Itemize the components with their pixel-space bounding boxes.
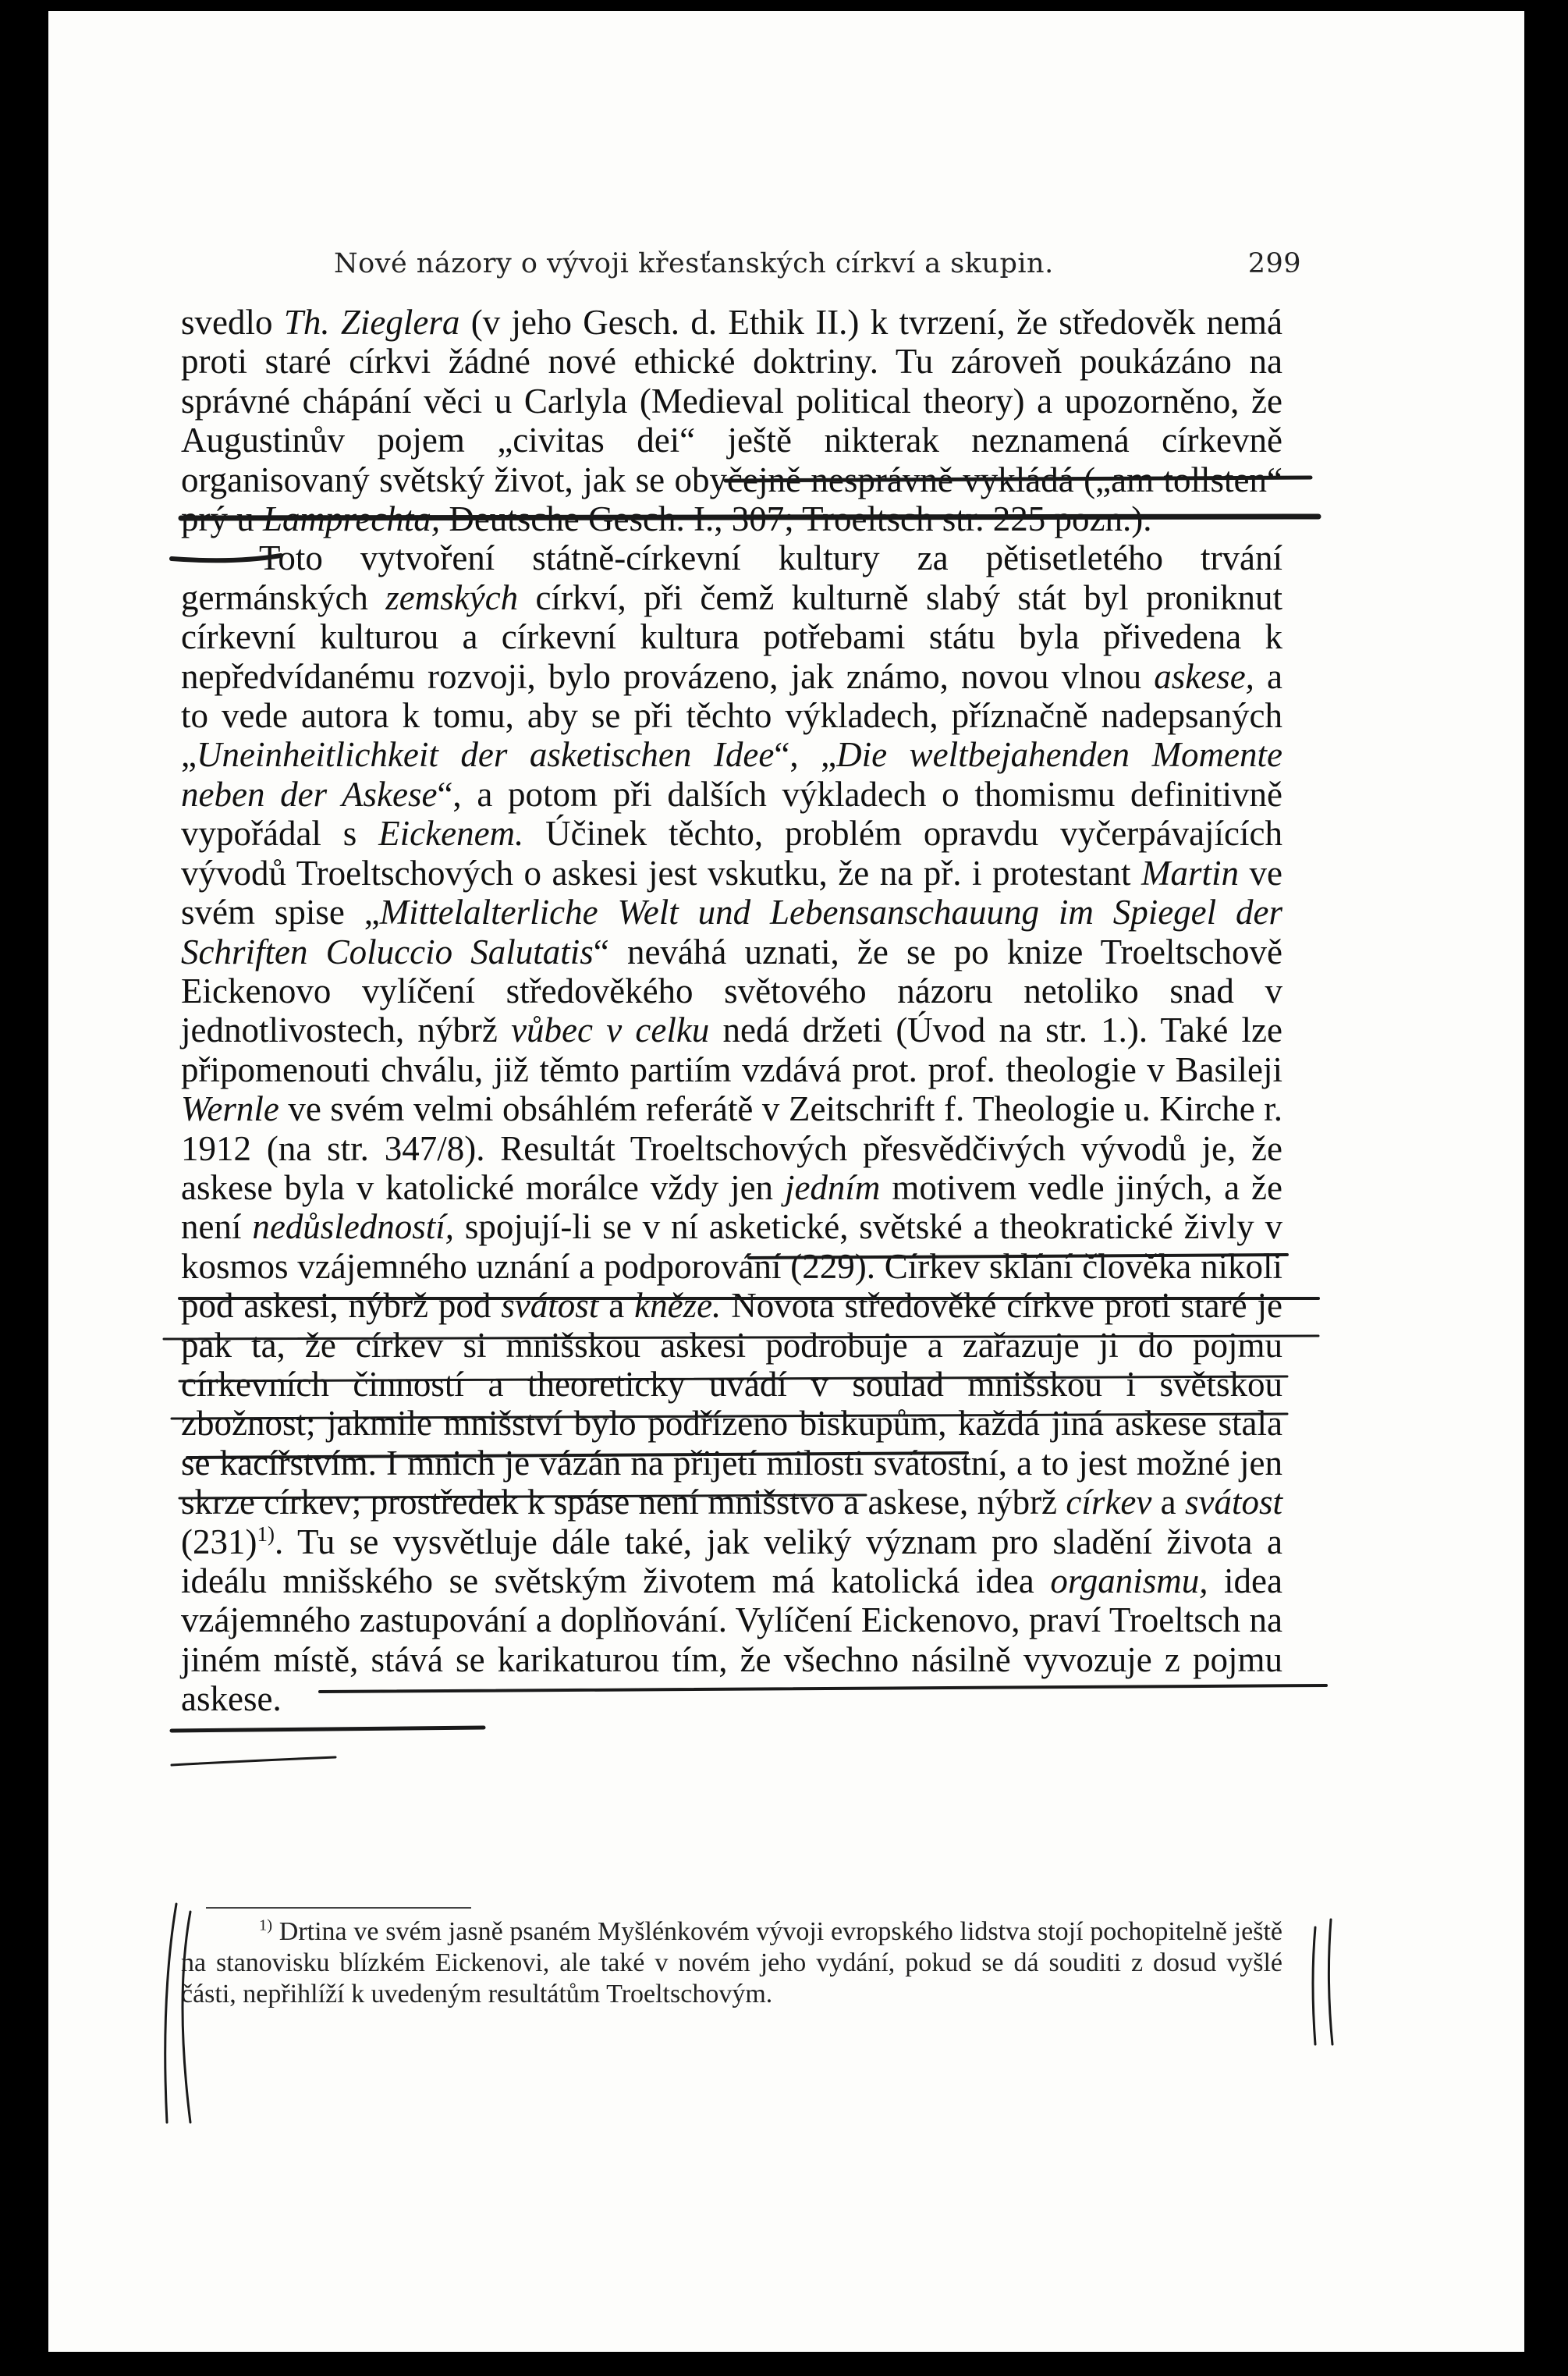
page-number: 299	[1247, 248, 1301, 279]
text-run: “, a potom při dalších výkladech o thomismu definitivně vypořádal s	[181, 774, 1282, 854]
text-run: Deutsche Gesch. I., 307; Troeltsch str. 225 pozn.).	[440, 499, 1152, 539]
text-run: . Tu se vysvětluje dále také, jak veliký význam pro sladění života a ideálu mnišského se světským životem má katolická idea	[181, 1522, 1282, 1600]
text-run: Toto vytvoření státně-církevní kultury za pětisetletého trvání germánských	[181, 538, 1282, 617]
text-run: spojují-li se v ní asketické, světské a theokratické živly v kosmos vzájemného uznání a podporování (229). Církev sklání člověka nikoli pod askesi, nýbrž pod	[181, 1207, 1282, 1326]
italic-run: Wernle	[181, 1089, 279, 1129]
italic-run: svátost	[1184, 1483, 1282, 1522]
text-run: Účinek těchto, problém opravdu vyčerpávajících vývodů Troeltschových o askesi jest vskutku, že na př. i protestant	[181, 814, 1282, 893]
text-run: motivem vedle jiných, a že není	[181, 1167, 1282, 1247]
italic-run: Th. Zieglera	[283, 303, 460, 342]
italic-run: organismu,	[1050, 1561, 1208, 1600]
italic-run: zemských	[385, 577, 519, 617]
italic-run: Uneinheitlichkeit der asketischen Idee	[196, 735, 775, 775]
italic-run: askese,	[1154, 656, 1254, 696]
text-run: ve svém velmi obsáhlém referátě v Zeitschrift f. Theologie u. Kirche r. 1912 (na str. 347/8). Resultát Troeltschových přesvědčivých vývodů je, že askese byla v katolické morálce vždy jen	[181, 1089, 1282, 1207]
italic-run: Eickenem.	[378, 814, 524, 854]
italic-run: Lamprechta,	[263, 499, 441, 539]
italic-run: církev	[1066, 1483, 1152, 1522]
text-run: ve svém spise „	[181, 853, 1282, 932]
running-title: Nové názory o vývoji křesťanských církví a skupin.	[334, 248, 1054, 279]
text-run: církví, při čemž kulturně slabý stát byl proniknut církevní kulturou a církevní kultura potřebami státu byla přivedena k nepředvídanému rozvoji, bylo provázeno, jak známo, novou vlnou	[181, 577, 1282, 696]
italic-run: svátost	[501, 1286, 599, 1326]
text-run: (231)	[181, 1522, 257, 1561]
footnote	[181, 1916, 1282, 2010]
italic-run: Die weltbejahenden Momente neben der Askese	[181, 735, 1282, 814]
italic-run: jedním	[784, 1167, 881, 1207]
footnote-ref: 1)	[257, 1522, 275, 1546]
text-run: a to vede autora k tomu, aby se při těchto výkladech, příznačně nadepsaných „	[181, 656, 1282, 775]
text-run: “ neváhá uznati, že se po knize Troeltschově Eickenovo vylíčení středověkého světového názoru netoliko snad v jednotlivostech, nýbrž	[181, 932, 1282, 1050]
text-run: svedlo	[181, 303, 284, 342]
text-run: a	[598, 1286, 635, 1326]
italic-run: Martin	[1141, 853, 1239, 893]
running-header	[334, 248, 1301, 279]
text-run: nedá držeti (Úvod na str. 1.). Také lze připomenouti chválu, již těmto partiím vzdává prot. prof. theologie v Basileji	[181, 1010, 1282, 1089]
italic-run: nedůsledností,	[252, 1207, 455, 1247]
footnote-paragraph	[181, 1916, 1282, 2010]
footnote-text: Drtina ve svém jasně psaném Myšlénkovém vývoji evropského lidstva stojí pochopitelně ještě na stanovisku blízkém Eickenovi, ale také v novém jeho vydání, pokud se dá souditi z dosud vyšlé části, nepřihlíží k uvedeným resultátům Troeltschovým.	[181, 1917, 1282, 2008]
paragraph	[181, 538, 1282, 1718]
text-run: idea vzájemného zastupování a doplňování. Vylíčení Eickenovo, praví Troeltsch na jiném místě, stává se karikaturou tím, že všechno násilně vyvozuje z pojmu askese.	[181, 1561, 1282, 1719]
text-run: a	[1151, 1483, 1185, 1522]
text-run: (v jeho Gesch. d. Ethik II.) k tvrzení, že středověk nemá proti staré církvi žádné nové ethické doktriny. Tu zároveň poukázáno na správné chápání věci u Carlyla (Medieval political theory) a upozorněno, že Augustinův pojem „civitas dei“ ještě nikterak neznamená církevně organisovaný světský život, jak se obyčejně nesprávně vykládá („am tollsten“ prý u	[181, 303, 1282, 539]
main-text	[181, 303, 1282, 1719]
italic-run: kněze.	[634, 1286, 722, 1326]
footnote-marker: 1)	[259, 1916, 272, 1934]
footnote-divider	[206, 1907, 471, 1909]
italic-run: vůbec v celku	[511, 1010, 710, 1050]
italic-run: Mittelalterliche Welt und Lebensanschauung im Spiegel der Schriften Coluccio Salutatis	[181, 893, 1282, 971]
paragraph	[181, 303, 1282, 538]
text-run: “, „	[774, 735, 837, 775]
text-run: Novota středověké církve proti staré je pak ta, že církev si mnišskou askesi podrobuje a zařazuje ji do pojmu církevních činností a theoreticky uvádí v soulad mnišskou i světskou zbožnost; jakmile mnišství bylo podřízeno biskupům, každá jiná askese stala se kacířstvím. I mnich je vázán na přijetí milosti svátostní, a to jest možné jen skrze církev; prostředek k spáse není mnišstvo a askese, nýbrž	[181, 1286, 1282, 1522]
